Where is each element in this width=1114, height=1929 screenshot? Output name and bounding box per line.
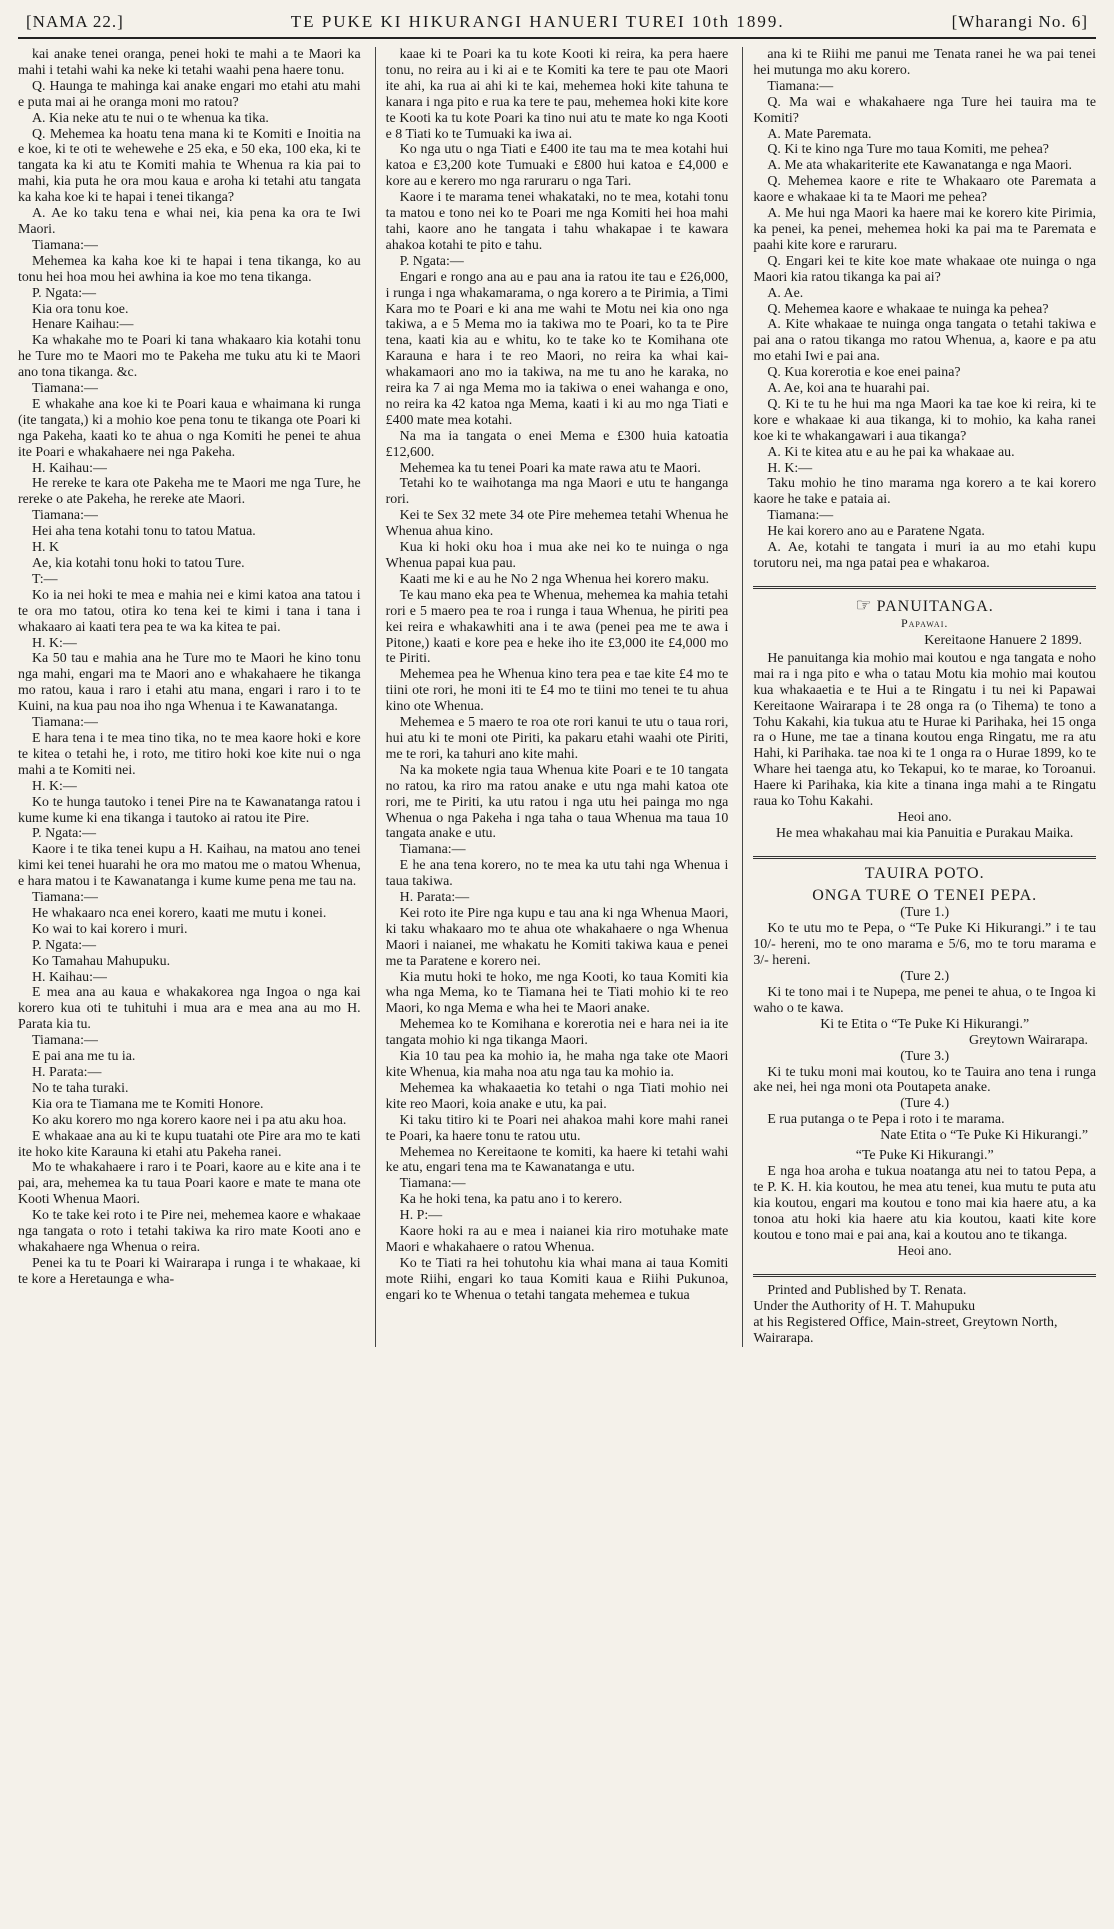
paragraph: A. Mate Paremata.	[767, 126, 872, 142]
paragraph: Q. Ki te kino nga Ture mo taua Komiti, me pehea?	[767, 142, 1049, 158]
paragraph: E whakaae ana au ki te kupu tuatahi ote Pire ara mo te kati ite hoko kite Karauna ki etahi atu Pakeha ranei.	[18, 1128, 361, 1160]
section-divider	[753, 1274, 1096, 1277]
pointing-hand-icon: ☞	[855, 594, 873, 615]
paragraph: Kaore hoki ra au e mea i naianei kia riro motuhake mate Maori e whakahaere o ratou Whenua.	[385, 1224, 729, 1255]
notice-body: He panuitanga kia mohio mai koutou e nga tangata e noho mai ra i nga pito e wha o tatau Motu kia mohio mai koutou kua whakaaetia e te Hui a te Ringatu i tu nei ki Papawai Kereitaone Wairarapa i te 28 onga ra (o Tihema) te tono a Tohu Kakahi, kia tukua atu te Hurae ki Parihaka, hei 15 onga ra o Hune, me tae a tinana koutou enga Ringatu, me ra atu Hahi, ki Parihaka. tae noa ki te 1 onga ra o Hurae 1899, ko te Whare hei taenga atu, ko Tekapui, ko te marae, ko Toroanui. Haere ki Parihaka, kia kite a tinana inga mahi a te Ringatu raua ko Tohu Kakahi.	[753, 650, 1097, 810]
paragraph: Kia mutu hoki te hoko, me nga Kooti, ko taua Komiti kia wha nga Mema, ko te Tiamana hei te Tiati mohio ki te reo Maori, ko nga Mema e wha hei te Maori anake.	[385, 969, 729, 1017]
paragraph: Mehemea e 5 maero te roa ote rori kanui te utu o taua rori, hui atu ki te moni ote Piriti, ka pakaru etahi waahi ote Piriti, me te rori, ka tahuri ano kite mahi.	[385, 715, 729, 762]
speaker-label: T:—	[32, 571, 58, 587]
rule-label: (Ture 3.)	[900, 1048, 950, 1064]
paragraph: A. Ki te kitea atu e au he pai ka whakaae au.	[767, 444, 1015, 460]
tauira-poto-section	[753, 865, 1096, 1260]
speaker-label: P. Ngata:—	[32, 826, 97, 842]
paragraph: Engari e rongo ana au e pau ana ia ratou ite tau e £26,000, i runga i nga whakamarama, o nga korero a te Pirimia, a Timi Kara mo te Poari e ki ana me wahi te Motu nei kia ono nga takiwa, a e 5 Mema mo ia takiwa mo te Poari, ko ta te Pire tena, kaati kia au e whitu, ko te take ko te Komihana ote Karauna e hara i te reo Maori, no reira ka whai kai-whakamaori ano mo ia takiwa, na me tu ano he karaka, no reira ka 7 ai nga Mema mo ia takiwa o enei wahanga e ono, no reira ka 42 katoa nga Mema, kaati i ki au mo nga Tiati e £400 mate mea kotahi.	[385, 269, 729, 428]
paragraph: He kai korero ano au e Paratene Ngata.	[767, 524, 985, 540]
paragraph: Kei roto ite Pire nga kupu e tau ana ki nga Whenua Maori, ki taku whakaaro mo te ahua ote whakahaere o nga Whenua Maori i naianei, me whakatu he Komiti takiwa kaua e penei me ta Paratene e korero nei.	[385, 905, 729, 969]
speaker-label: H. K	[32, 540, 60, 556]
paragraph: ana ki te Riihi me panui me Tenata ranei he wa pai tenei hei mutunga mo aku korero.	[753, 47, 1097, 78]
speaker-label: H. P:—	[399, 1208, 443, 1224]
editor-signature: Nate Etita o “Te Puke Ki Hikurangi.”	[880, 1128, 1089, 1144]
rule-text: E rua putanga o te Pepa i roto i te marama.	[767, 1112, 1005, 1128]
notice-closing: Heoi ano.	[897, 809, 952, 825]
paragraph: Ae, kia kotahi tonu hoki to tatou Ture.	[32, 556, 245, 571]
notice-heading: “Te Puke Ki Hikurangi.”	[855, 1148, 994, 1164]
paragraph: Q. Mehemea kaore e rite te Whakaaro ote Paremata a kaore e whakaae ki ta te Maori me pehea?	[753, 174, 1097, 206]
paragraph: Q. Haunga te mahinga kai anake engari mo etahi atu mahi e puta mai ai he oranga moni mo ratou?	[18, 78, 361, 110]
paragraph: Ka 50 tau e mahia ana he Ture mo te Maori he kino tonu nga mahi, engari ma te Maori ano e whakahaere he tikanga mo ratou, kaua i raro i etahi atu mana, engari i raro i to te Kuini, na kua pau noa iho nga Whenua i te Kawanatanga.	[18, 651, 361, 715]
newspaper-title: TE PUKE KI HIKURANGI HANUERI TUREI 10th 1899.	[290, 12, 785, 31]
paragraph: Te kau mano eka pea te Whenua, mehemea ka mahia tetahi rori e 5 maero pea te roa i runga i taua Whenua, he piriti pea kei reira e whakawhiti ana i te awa (penei pea me te awa i Pitone,) kaati e kore pea e heke iho ite £3,000 ite £4,000 mo te Piriti.	[385, 587, 729, 667]
paragraph: Taku mohio he tino marama nga korero a te kai korero kaore he take e pataia ai.	[753, 476, 1097, 508]
notice-signature: He mea whakahau mai kia Panuitia e Purakau Maika.	[775, 825, 1074, 841]
paragraph: E hara tena i te mea tino tika, no te mea kaore hoki e kore te kitea o tetahi he, i roto, me titiro hoki koe kite nui o nga mahi a te Komiti nei.	[18, 730, 361, 778]
notice-place: Papawai.	[900, 615, 949, 630]
speaker-label: Tiamana:—	[767, 508, 834, 524]
paragraph: He whakaaro nca enei korero, kaati me mutu i konei.	[32, 905, 327, 921]
speaker-label: H. Kaihau:—	[32, 460, 107, 476]
paragraph: Na ma ia tangata o enei Mema e £300 huia katoatia £12,600.	[385, 428, 729, 460]
paragraph: Mo te whakahaere i raro i te Poari, kaore au e kite ana i te pai, ara, mehemea ka tu taua Poari kaore e mate te mana ote Kooti Whenua Maori.	[18, 1160, 361, 1208]
paragraph: Hei aha tena kotahi tonu to tatou Matua.	[32, 524, 256, 540]
paragraph: Ko ia nei hoki te mea e mahia nei e kimi katoa ana tatou i te ora mo tatou, otira ko tena kei te kimi i tana i tana i whakaaro ai kaati tera pea te wa ka kitea te pai.	[18, 587, 361, 635]
imprint-line: Printed and Published by T. Renata.	[767, 1282, 967, 1298]
imprint	[753, 1283, 1096, 1347]
paragraph: Ka whakahe mo te Poari ki tana whakaaro kia kotahi tonu he Ture mo te Maori mo te Pakeha me tuku atu ki te Maori ano tona tikanga. &c.	[18, 333, 361, 381]
paragraph: Q. Mehemea kaore e whakaae te nuinga ka pehea?	[767, 301, 1049, 317]
paragraph: Kua ki hoki oku hoa i mua ake nei ko te nuinga o nga Whenua papai kua pau.	[385, 540, 729, 571]
paragraph: Ko te hunga tautoko i tenei Pire na te Kawanatanga ratou i kume kume ki ena tikanga i tautoko ai ratou ite Pire.	[18, 794, 361, 826]
paragraph: Ka he hoki tena, ka patu ano i to kerero.	[399, 1192, 623, 1208]
paragraph: Kia ora te Tiamana me te Komiti Honore.	[32, 1096, 264, 1112]
paragraph: Ko nga utu o nga Tiati e £400 ite tau ma te mea kotahi hui katoa e £3,200 kote Tumuaki e £800 hui katoa e £4,000 e kore au e kerero mo nga raruraru o nga Tari.	[385, 142, 729, 190]
speaker-label: Tiamana:—	[32, 715, 98, 731]
paragraph: Q. Engari kei te kite koe mate whakaae ote nuinga o nga Maori kia ratou tikanga ka pai ai?	[753, 253, 1097, 285]
paragraph: Ko wai to kai korero i muri.	[32, 921, 188, 937]
rule-label: (Ture 1.)	[900, 904, 950, 920]
paragraph: He rereke te kara ote Pakeha me te Maori me nga Ture, he rereke o ate Pakeha, he rereke ate Maori.	[18, 476, 361, 508]
paragraph: E pai ana me tu ia.	[32, 1049, 136, 1065]
paragraph: E mea ana au kaua e whakakorea nga Ingoa o nga kai korero kua oti te tuhituhi i mua ara e mea ana au mo H. Parata kia tu.	[18, 985, 361, 1033]
imprint-line: at his Registered Office, Main-street, Greytown North, Wairarapa.	[753, 1314, 1058, 1346]
paragraph: Q. Mehemea ka hoatu tena mana ki te Komiti e Inoitia na e koe, ki te oti te wehewehe e 25 eka, e 50 eka, 100 eka, ki te tangata ka ki atu te Komiti mahia te Whenua ra kia pai to mahi, kia puta he ora mou kaua e aroha ki tetahi atu tangata ka kaha koe ki te hapai i tenei tikanga?	[18, 126, 361, 206]
column-3-text	[753, 47, 1096, 572]
notice-closing: Heoi ano.	[897, 1243, 952, 1259]
paragraph: A. Kia neke atu te nui o te whenua ka tika.	[32, 110, 269, 126]
rule-text: Ki te tuku moni mai koutou, ko te Tauira ano tena i runga ake nei, hei nga moni ota Poutapeta anake.	[753, 1064, 1097, 1096]
speaker-label: H. K:—	[767, 460, 813, 476]
paragraph: Kaati me ki e au he No 2 nga Whenua hei korero maku.	[399, 571, 710, 587]
speaker-label: H. Kaihau:—	[32, 969, 107, 985]
address-line: Greytown Wairarapa.	[969, 1032, 1089, 1048]
speaker-label: Henare Kaihau:—	[32, 317, 134, 333]
issue-number: [NAMA 22.]	[26, 12, 124, 31]
paragraph: Q. Kua korerotia e koe enei paina?	[767, 365, 961, 381]
speaker-label: H. K:—	[32, 778, 77, 794]
paragraph: Penei ka tu te Poari ki Wairarapa i runga i te whakaae, ki te kore a Heretaunga e wha-	[18, 1255, 361, 1287]
paragraph: kaae ki te Poari ka tu kote Kooti ki reira, ka pera haere tonu, no reira au i ki ai e te Komiti ka tere te pau ote Maori ite ahi, ka rua ai ahi ki te kai, mehemea hoki kite tahuna te kanara i nga pito e rua ka tere te pau, mehemea hoki kite kore te Kooti ka tu kote Poari ka tino nui atu te mate ko nga Kooti e 8 Tiati ko te Tumuaki ka iwa ai.	[385, 47, 729, 142]
paragraph: A. Ae, koi ana te huarahi pai.	[767, 381, 930, 397]
paragraph: Q. Ki te tu he hui ma nga Maori ka tae koe ki reira, ki te kore e whakaae ki aua tikanga, ki to mohio, ka kaha ranei koe ki te whakangawari i aua tikanga?	[753, 396, 1097, 444]
paragraph: Q. Ma wai e whakahaere nga Ture hei tauira ma te Komiti?	[753, 94, 1097, 126]
speaker-label: P. Ngata:—	[32, 937, 97, 953]
notice-date: Kereitaone Hanuere 2 1899.	[924, 632, 1083, 648]
speaker-label: Tiamana:—	[32, 237, 98, 253]
rules-title: TAUIRA POTO.	[864, 864, 985, 882]
rules-subtitle: ONGA TURE O TENEI PEPA.	[812, 886, 1038, 904]
paragraph: Kei te Sex 32 mete 34 ote Pire mehemea tetahi Whenua he Whenua ahua kino.	[385, 508, 729, 540]
paragraph: A. Ae, kotahi te tangata i muri ia au mo etahi kupu torutoru nei, ma nga patai pea e whakaroa.	[753, 540, 1097, 571]
paragraph: E he ana tena korero, no te mea ka utu tahi nga Whenua i taua takiwa.	[385, 858, 729, 890]
paragraph: Kaore i te marama tenei whakataki, no te mea, kotahi tonu ta matou e tono nei ko te Poari me nga Komiti hei hoa mahi tahi, kaore ano he tangata i tahu whakapae i te kawara ahakoa kotahi te pito e tahu.	[385, 190, 729, 253]
section-divider	[753, 856, 1096, 859]
speaker-label: Tiamana:—	[32, 890, 98, 906]
paragraph: Mehemea ka whakaaetia ko tetahi o nga Tiati mohio nei kite reo Maori, koia anake e utu, ka pai.	[385, 1080, 729, 1112]
paragraph: Kia 10 tau pea ka mohio ia, he maha nga take ote Maori kite Whenua, kia maha noa atu nga tau ka mohio ia.	[385, 1049, 729, 1080]
notice-body: E nga hoa aroha e tukua noatanga atu nei to tatou Pepa, a te P. K. H. kia koutou, he mea atu tenei, kua mutu te puta atu kia koutou, engari ma koutou e tono mai kia haere atu, a ka tonoa atu hoki kia haere atu kia koutou, kaati kite kore koutou e tono mai e pai ana, kai a koutou ano te tikanga.	[753, 1164, 1097, 1243]
imprint-line: Under the Authority of H. T. Mahupuku	[753, 1298, 976, 1314]
column-3	[742, 47, 1096, 1347]
paragraph: Ko aku korero mo nga korero kaore nei i pa atu aku hoa.	[32, 1112, 347, 1128]
paragraph: Na ka mokete ngia taua Whenua kite Poari e te 10 tangata no ratou, ka riro ma ratou anake e utu nga mahi katoa ote rori, me te Piriti, ka utu ratou i nga utu hei painga mo nga Whenua o nga Pakeha i nga taha o taua Whenua ma taua 10 tangata anake e utu.	[385, 762, 729, 842]
column-1	[18, 47, 361, 1347]
section-divider	[753, 586, 1096, 589]
paragraph: Ki taku titiro ki te Poari nei ahakoa mahi kore mahi ranei te Poari, ka haere tonu te ratou utu.	[385, 1112, 729, 1144]
address-line: Ki te Etita o “Te Puke Ki Hikurangi.”	[820, 1016, 1030, 1032]
panuitanga-notice	[753, 595, 1096, 842]
paragraph: Mehemea ka tu tenei Poari ka mate rawa atu te Maori.	[399, 460, 701, 476]
paragraph: A. Kite whakaae te nuinga onga tangata o tetahi takiwa e pai ana o ratou tikanga mo ratou Whenua, a, kaore e pa atu mo etahi Iwi e pai ana.	[753, 317, 1097, 365]
speaker-label: Tiamana:—	[767, 78, 834, 94]
paragraph: Mehemea pea he Whenua kino tera pea e tae kite £4 mo te tiini ote rori, he moni iti te £4 mo te tiini mo tenei te tu ahua kino ote Whenua.	[385, 667, 729, 715]
rule-label: (Ture 2.)	[900, 968, 950, 984]
paragraph: Ko te Tiati ra hei tohutohu kia whai mana ai taua Komiti mote Riihi, engari ko taua Komiti kaua e Riihi Pukunoa, engari ko te Whenua o tetahi tangata mehemea e tukua	[385, 1255, 729, 1303]
paragraph: Mehemea ko te Komihana e korerotia nei e hara nei ia ite tangata mohio ki nga tikanga Maori.	[385, 1017, 729, 1049]
paragraph: A. Ae ko taku tena e whai nei, kia pena ka ora te Iwi Maori.	[18, 206, 361, 237]
speaker-label: Tiamana:—	[399, 842, 466, 858]
speaker-label: H. Parata:—	[32, 1065, 102, 1080]
speaker-label: Tiamana:—	[32, 1033, 98, 1049]
paragraph: A. Me hui nga Maori ka haere mai ke korero kite Pirimia, ka penei, ka penei, mehemea hoki ka pai ma te Paremata e paahi kite kore e raruraru.	[753, 206, 1097, 253]
rule-text: Ki te tono mai i te Nupepa, me penei te ahua, o te Ingoa ki waho o te kawa.	[753, 984, 1097, 1016]
column-2	[375, 47, 729, 1347]
paragraph: Kaore i te tika tenei kupu a H. Kaihau, na matou ano tenei kimi kei tenei huarahi he ora mo matou me o matou Whenua, e hara matou i te Kawanatanga i kume kume pena me tau na.	[18, 842, 361, 890]
columns	[18, 39, 1096, 1347]
paragraph: Kia ora tonu koe.	[32, 301, 129, 317]
paragraph: A. Ae.	[767, 285, 804, 301]
paragraph: E whakahe ana koe ki te Poari kaua e whaimana ki runga (ite tangata,) ki a mohio koe pena tonu te tikanga ote Poari ki nga Pakeha, kaati ko te ahua o nga Komiti he penei te ahua ite Poari e whakahaere nei nga Pakeha.	[18, 396, 361, 460]
paragraph: Mehemea no Kereitaone te komiti, ka haere ki tetahi wahi ke atu, engari tena ma te Kawanatanga e utu.	[385, 1144, 729, 1176]
speaker-label: Tiamana:—	[32, 381, 98, 397]
paragraph: Ko Tamahau Mahupuku.	[32, 953, 171, 969]
masthead	[18, 10, 1096, 39]
page-number: [Wharangi No. 6]	[951, 12, 1088, 31]
speaker-label: H. K:—	[32, 635, 77, 651]
paragraph: Tetahi ko te waihotanga ma nga Maori e utu te hanganga rori.	[385, 476, 729, 508]
rule-text: Ko te utu mo te Pepa, o “Te Puke Ki Hikurangi.” i te tau 10/- hereni, mo te ono marama e 5/6, mo te toru marama e 3/- hereni.	[753, 920, 1097, 968]
paragraph: Mehemea ka kaha koe ki te hapai i tena tikanga, ko au tonu hei hoa mou hei awhina ia koe mo tena tikanga.	[18, 253, 361, 285]
notice-title: PANUITANGA.	[876, 597, 994, 615]
paragraph: Ko te take kei roto i te Pire nei, mehemea kaore e whakaae nga tangata o roto i tetahi takiwa ka riro mate Kooti ano e whakahaere nga Whenua o reira.	[18, 1208, 361, 1255]
paragraph: A. Me ata whakariterite ete Kawanatanga e nga Maori.	[767, 158, 1073, 174]
speaker-label: P. Ngata:—	[399, 253, 464, 269]
speaker-label: H. Parata:—	[399, 890, 470, 906]
rule-label: (Ture 4.)	[900, 1096, 950, 1112]
speaker-label: Tiamana:—	[399, 1176, 466, 1192]
paragraph: kai anake tenei oranga, penei hoki te mahi a te Maori ka mahi i tetahi wahi ka neke ki tetahi waahi pena haere tonu.	[18, 47, 361, 78]
paragraph: No te taha turaki.	[32, 1080, 129, 1096]
speaker-label: Tiamana:—	[32, 508, 98, 524]
speaker-label: P. Ngata:—	[32, 285, 97, 301]
